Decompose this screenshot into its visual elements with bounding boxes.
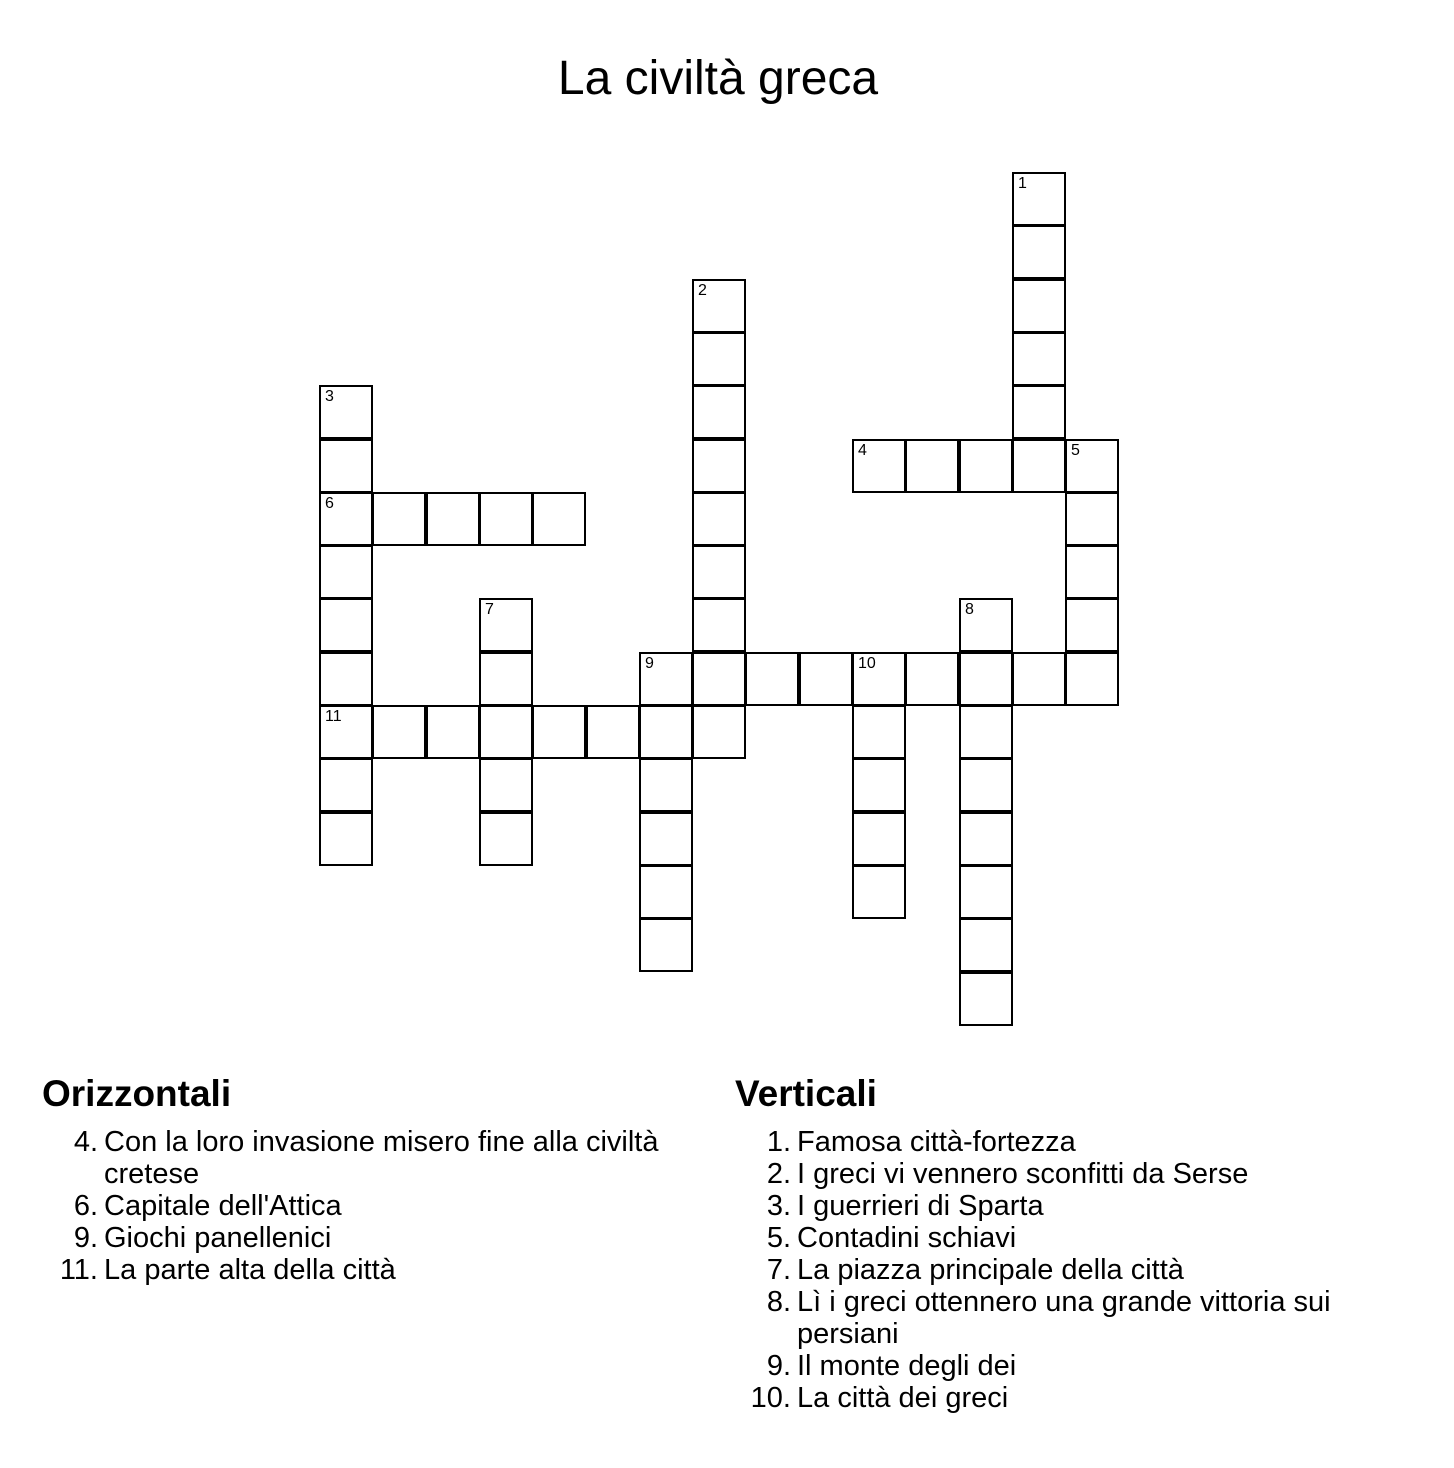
grid-cell[interactable]	[692, 492, 746, 546]
grid-cell[interactable]	[1065, 598, 1119, 652]
grid-cell[interactable]	[1065, 652, 1119, 706]
grid-cell[interactable]	[372, 492, 426, 546]
grid-cell[interactable]	[959, 865, 1013, 919]
grid-cell[interactable]	[1012, 279, 1066, 333]
grid-cell[interactable]	[1065, 439, 1119, 493]
clue-item	[735, 1254, 1395, 1286]
clue-text: Capitale dell'Attica	[104, 1190, 342, 1222]
grid-cell[interactable]	[532, 492, 586, 546]
across-heading: Orizzontali	[42, 1073, 232, 1114]
grid-cell[interactable]	[852, 758, 906, 812]
grid-cell[interactable]	[852, 812, 906, 866]
grid-cell[interactable]	[586, 705, 640, 759]
clue-number: 5.	[766, 1222, 791, 1254]
down-clues	[735, 1070, 1395, 1414]
grid-cell[interactable]	[479, 705, 533, 759]
clue-text: La piazza principale della città	[797, 1254, 1184, 1286]
grid-cell[interactable]	[639, 918, 693, 972]
clue-number: 8.	[766, 1286, 791, 1318]
clue-number: 7.	[766, 1254, 791, 1286]
grid-cell[interactable]	[1012, 225, 1066, 279]
clue-item	[735, 1190, 1395, 1222]
clue-item	[735, 1350, 1395, 1382]
grid-cell[interactable]	[319, 545, 373, 599]
grid-cell[interactable]	[799, 652, 853, 706]
clue-number: 6.	[73, 1190, 98, 1222]
cell-number: 1	[1018, 175, 1027, 192]
grid-cell[interactable]	[639, 812, 693, 866]
grid-cell[interactable]	[319, 652, 373, 706]
grid-cell[interactable]	[639, 652, 693, 706]
clue-item	[42, 1222, 682, 1254]
clue-text: Lì i greci ottennero una grande vittoria sui persiani	[797, 1286, 1331, 1350]
grid-cell[interactable]	[959, 972, 1013, 1026]
grid-cell[interactable]	[1012, 652, 1066, 706]
clue-item	[735, 1158, 1395, 1190]
grid-cell[interactable]	[1012, 439, 1066, 493]
grid-cell[interactable]	[1012, 172, 1066, 226]
grid-cell[interactable]	[692, 705, 746, 759]
clue-item	[735, 1126, 1395, 1158]
grid-cell[interactable]	[852, 705, 906, 759]
clue-number: 2.	[766, 1158, 791, 1190]
clue-text: Contadini schiavi	[797, 1222, 1017, 1254]
clue-item	[42, 1126, 682, 1190]
clue-item	[735, 1382, 1395, 1414]
grid-cell[interactable]	[692, 652, 746, 706]
grid-cell[interactable]	[372, 705, 426, 759]
grid-cell[interactable]	[479, 598, 533, 652]
grid-cell[interactable]	[1012, 385, 1066, 439]
clue-text: Il monte degli dei	[797, 1350, 1017, 1382]
grid-cell[interactable]	[479, 652, 533, 706]
clue-text: Giochi panellenici	[104, 1222, 332, 1254]
across-clue-list	[42, 1126, 682, 1286]
grid-cell[interactable]	[692, 385, 746, 439]
clue-text: I guerrieri di Sparta	[797, 1190, 1044, 1222]
grid-cell[interactable]	[319, 758, 373, 812]
grid-cell[interactable]	[319, 385, 373, 439]
cell-number: 8	[965, 601, 974, 618]
grid-cell[interactable]	[959, 598, 1013, 652]
grid-cell[interactable]	[319, 492, 373, 546]
cell-number: 10	[858, 655, 876, 672]
down-heading: Verticali	[735, 1073, 877, 1114]
grid-cell[interactable]	[959, 812, 1013, 866]
clue-text: La parte alta della città	[104, 1254, 396, 1286]
cell-number: 11	[325, 708, 342, 725]
grid-cell[interactable]	[959, 439, 1013, 493]
grid-cell[interactable]	[959, 758, 1013, 812]
grid-cell[interactable]	[479, 492, 533, 546]
cell-number: 3	[325, 388, 334, 405]
grid-cell[interactable]	[905, 439, 959, 493]
grid-cell[interactable]	[959, 652, 1013, 706]
clue-item	[735, 1286, 1395, 1350]
clue-text: La città dei greci	[797, 1382, 1009, 1414]
clue-number: 10.	[750, 1382, 791, 1414]
grid-cell[interactable]	[692, 332, 746, 386]
grid-cell[interactable]	[959, 705, 1013, 759]
grid-cell[interactable]	[532, 705, 586, 759]
grid-cell[interactable]	[692, 545, 746, 599]
clue-item	[735, 1222, 1395, 1254]
grid-cell[interactable]	[852, 439, 906, 493]
grid-cell[interactable]	[692, 439, 746, 493]
puzzle-title: La civiltà greca	[557, 52, 879, 105]
cell-number: 7	[485, 601, 494, 618]
grid-cell[interactable]	[319, 598, 373, 652]
across-clues	[42, 1070, 682, 1286]
clue-number: 4.	[73, 1126, 98, 1158]
grid-cell[interactable]	[639, 705, 693, 759]
grid-cell[interactable]	[1012, 332, 1066, 386]
grid-cell[interactable]	[692, 279, 746, 333]
grid-cell[interactable]	[692, 598, 746, 652]
grid-cell[interactable]	[479, 758, 533, 812]
cell-number: 2	[698, 282, 707, 299]
clue-number: 9.	[766, 1350, 791, 1382]
cell-number: 9	[645, 655, 654, 672]
clue-text: Con la loro invasione misero fine alla civiltà cretese	[104, 1126, 659, 1190]
cell-number: 4	[858, 442, 867, 459]
grid-cell[interactable]	[426, 705, 480, 759]
grid-cell[interactable]	[479, 812, 533, 866]
grid-cell[interactable]	[319, 812, 373, 866]
grid-cell[interactable]	[959, 918, 1013, 972]
clue-text: Famosa città-fortezza	[797, 1126, 1076, 1158]
clue-number: 11.	[59, 1254, 98, 1286]
clue-text: I greci vi vennero sconfitti da Serse	[797, 1158, 1249, 1190]
down-clue-list	[735, 1126, 1395, 1414]
clue-number: 9.	[73, 1222, 98, 1254]
grid-cell[interactable]	[319, 439, 373, 493]
clue-item	[42, 1254, 682, 1286]
grid-cell[interactable]	[905, 652, 959, 706]
cell-number: 6	[325, 495, 334, 512]
grid-cell[interactable]	[319, 705, 373, 759]
grid-cell[interactable]	[745, 652, 799, 706]
clue-item	[42, 1190, 682, 1222]
grid-cell[interactable]	[426, 492, 480, 546]
clue-number: 3.	[766, 1190, 791, 1222]
clue-number: 1.	[766, 1126, 791, 1158]
grid-cell[interactable]	[852, 652, 906, 706]
grid-cell[interactable]	[852, 865, 906, 919]
grid-cell[interactable]	[1065, 492, 1119, 546]
grid-cell[interactable]	[639, 865, 693, 919]
grid-cell[interactable]	[639, 758, 693, 812]
cell-number: 5	[1071, 442, 1080, 459]
grid-cell[interactable]	[1065, 545, 1119, 599]
